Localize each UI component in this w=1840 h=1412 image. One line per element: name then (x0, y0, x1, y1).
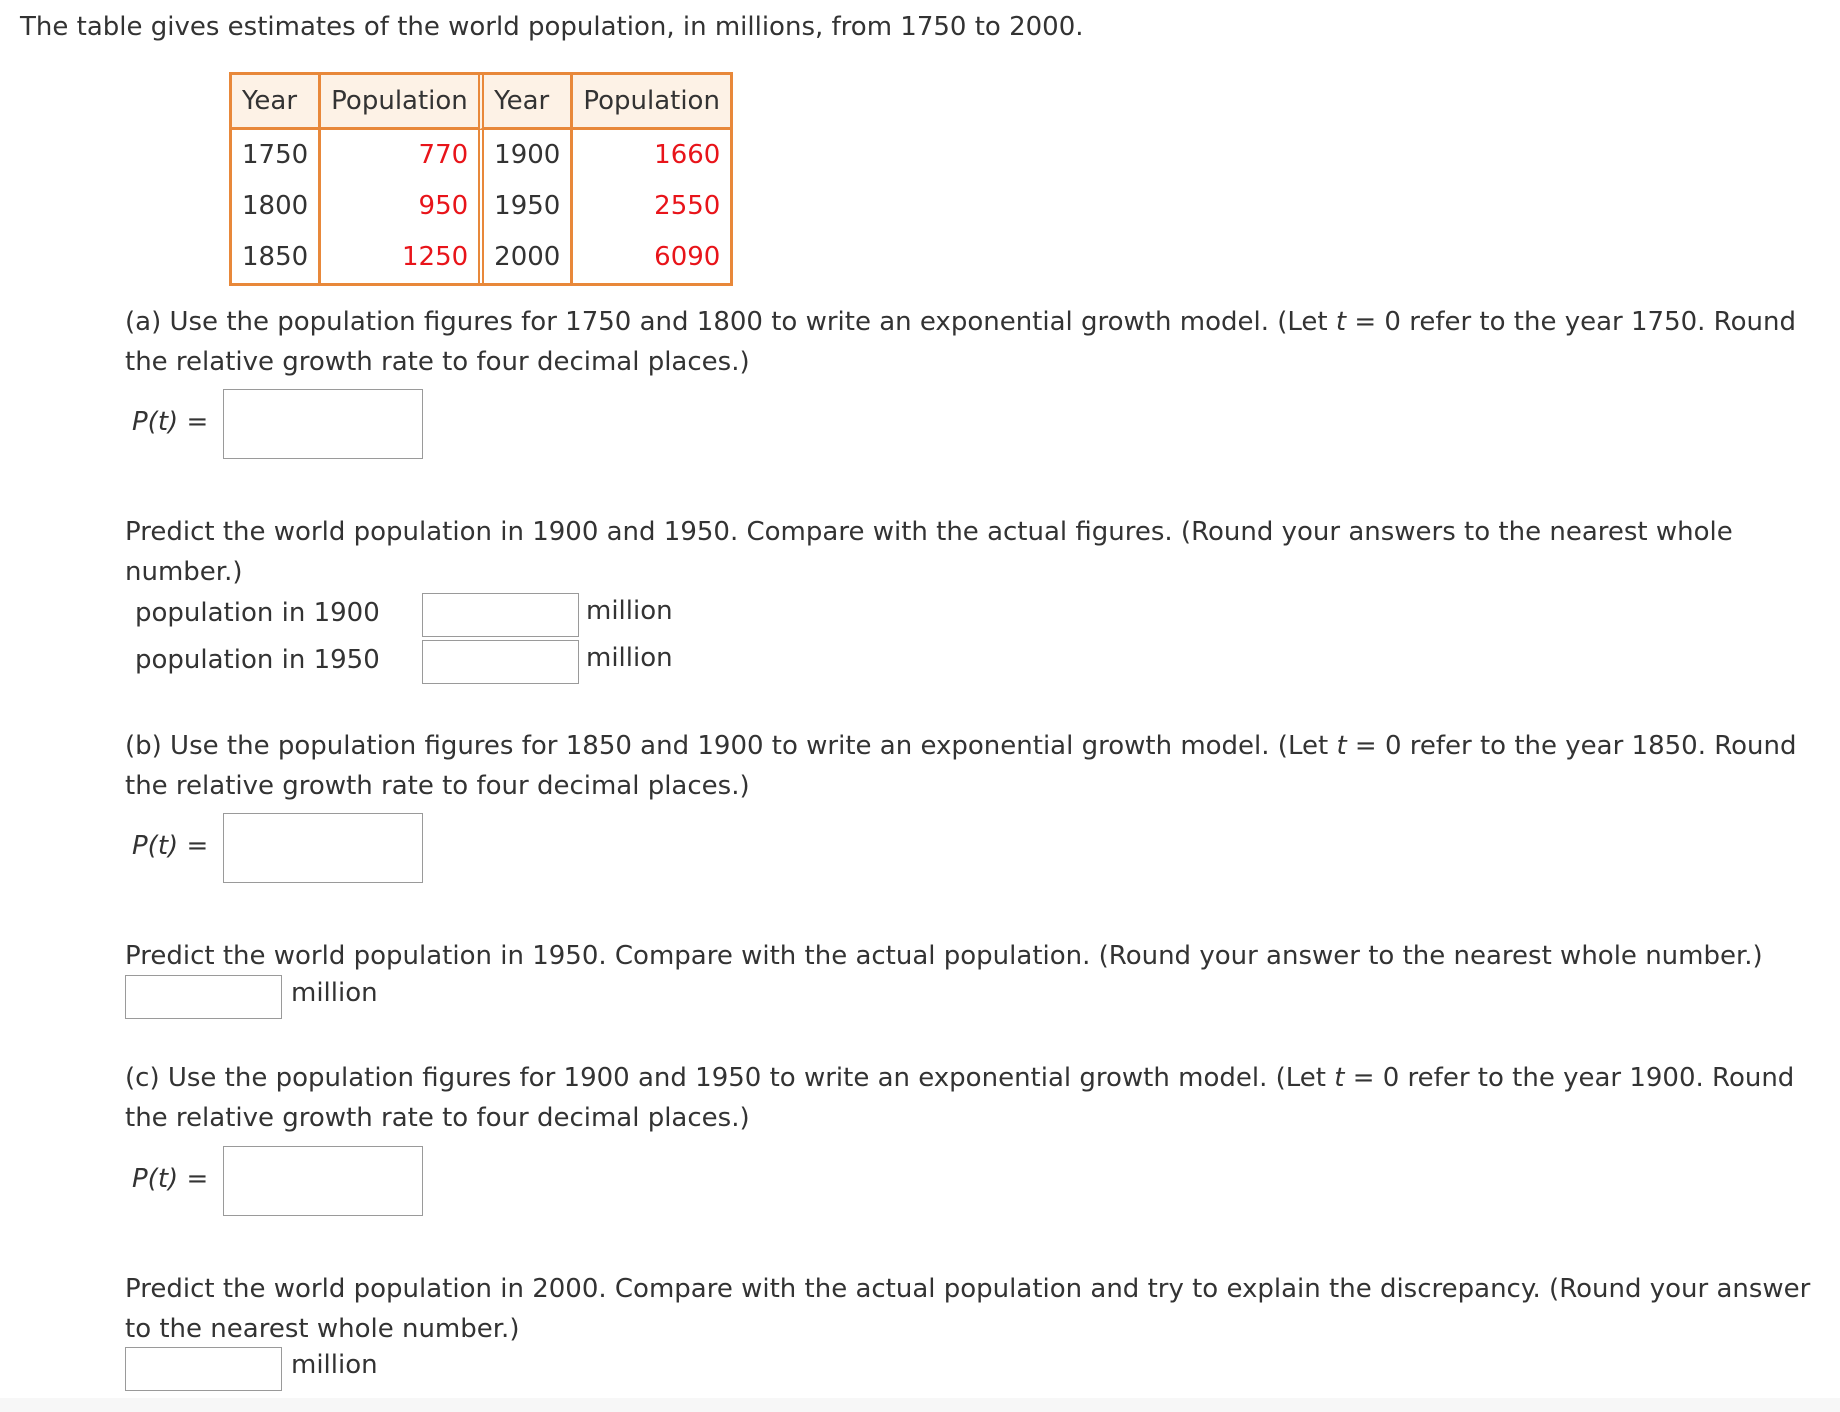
part-a-model-input[interactable] (223, 389, 423, 459)
part-a-predict-text: Predict the world population in 1900 and 1950. Compare with the actual figures. (Round your answers to the nearest whole number.) (125, 517, 1733, 587)
population-table (229, 72, 733, 286)
part-c-equation-label: P(t) = (132, 1164, 209, 1194)
population-cell: 770 (318, 130, 478, 181)
intro-text: The table gives estimates of the world population, in millions, from 1750 to 2000. (20, 12, 1084, 42)
year-cell: 1900 (478, 130, 570, 181)
part-c-predict-text: Predict the world population in 2000. Compare with the actual population and try to explain the discrepancy. (Round your answer to the nearest whole number.) (125, 1274, 1811, 1344)
year-cell: 1750 (242, 140, 309, 170)
population-1900-label: population in 1900 (135, 598, 380, 628)
part-a-text-pre: (a) Use the population figures for 1750 and 1800 to write an exponential growth model. (Let (125, 307, 1336, 337)
part-c-text-pre: (c) Use the population figures for 1900 and 1950 to write an exponential growth model. (Let (125, 1063, 1335, 1093)
part-b-model-input[interactable] (223, 813, 423, 883)
part-a-text-post: = 0 refer to the year 1750. Round the relative growth rate to four decimal places.) (125, 307, 1796, 377)
part-c-prediction-unit: million (291, 1350, 378, 1380)
part-a-var: t (1335, 307, 1347, 337)
population-cell: 950 (318, 181, 478, 232)
part-b-prediction-unit: million (291, 978, 378, 1008)
part-a-question (125, 302, 1825, 382)
part-b-prediction-input[interactable] (125, 975, 282, 1019)
year-cell: 2000 (478, 232, 570, 283)
population-1950-unit: million (586, 643, 673, 673)
population-cell: 6090 (570, 232, 730, 283)
part-c-prediction-input[interactable] (125, 1347, 282, 1391)
population-cell: 2550 (570, 181, 730, 232)
population-cell: 1250 (318, 232, 478, 283)
year-cell: 1950 (478, 181, 570, 232)
part-b-var: t (1336, 731, 1347, 761)
year-cell: 1850 (242, 242, 309, 272)
population-1950-input[interactable] (422, 640, 579, 684)
table-header-row (232, 75, 730, 130)
bottom-scroll-strip (0, 1398, 1840, 1412)
part-b-text-post: = 0 refer to the year 1850. Round the relative growth rate to four decimal places.) (125, 731, 1797, 801)
year-cell: 1800 (242, 191, 309, 221)
part-b-equation-label: P(t) = (132, 831, 209, 861)
population-1900-unit: million (586, 596, 673, 626)
header-population-1: Population (318, 75, 478, 130)
table-row (232, 232, 730, 283)
population-1950-label: population in 1950 (135, 645, 380, 675)
part-c-text-post: = 0 refer to the year 1900. Round the relative growth rate to four decimal places.) (125, 1063, 1795, 1133)
part-c-question (125, 1058, 1825, 1138)
part-c-var: t (1334, 1063, 1345, 1093)
table-row (232, 181, 730, 232)
header-year-2: Year (478, 75, 570, 130)
part-b-question (125, 726, 1825, 806)
header-population-2: Population (570, 75, 730, 130)
part-b-text-pre: (b) Use the population figures for 1850 and 1900 to write an exponential growth model. (Let (125, 731, 1337, 761)
header-year-1: Year (232, 75, 318, 130)
population-1900-input[interactable] (422, 593, 579, 637)
part-a-equation-label: P(t) = (132, 407, 209, 437)
part-c-model-input[interactable] (223, 1146, 423, 1216)
population-cell: 1660 (570, 130, 730, 181)
part-b-predict-text: Predict the world population in 1950. Compare with the actual population. (Round your answer to the nearest whole number.) (125, 941, 1763, 971)
table-row (232, 130, 730, 181)
